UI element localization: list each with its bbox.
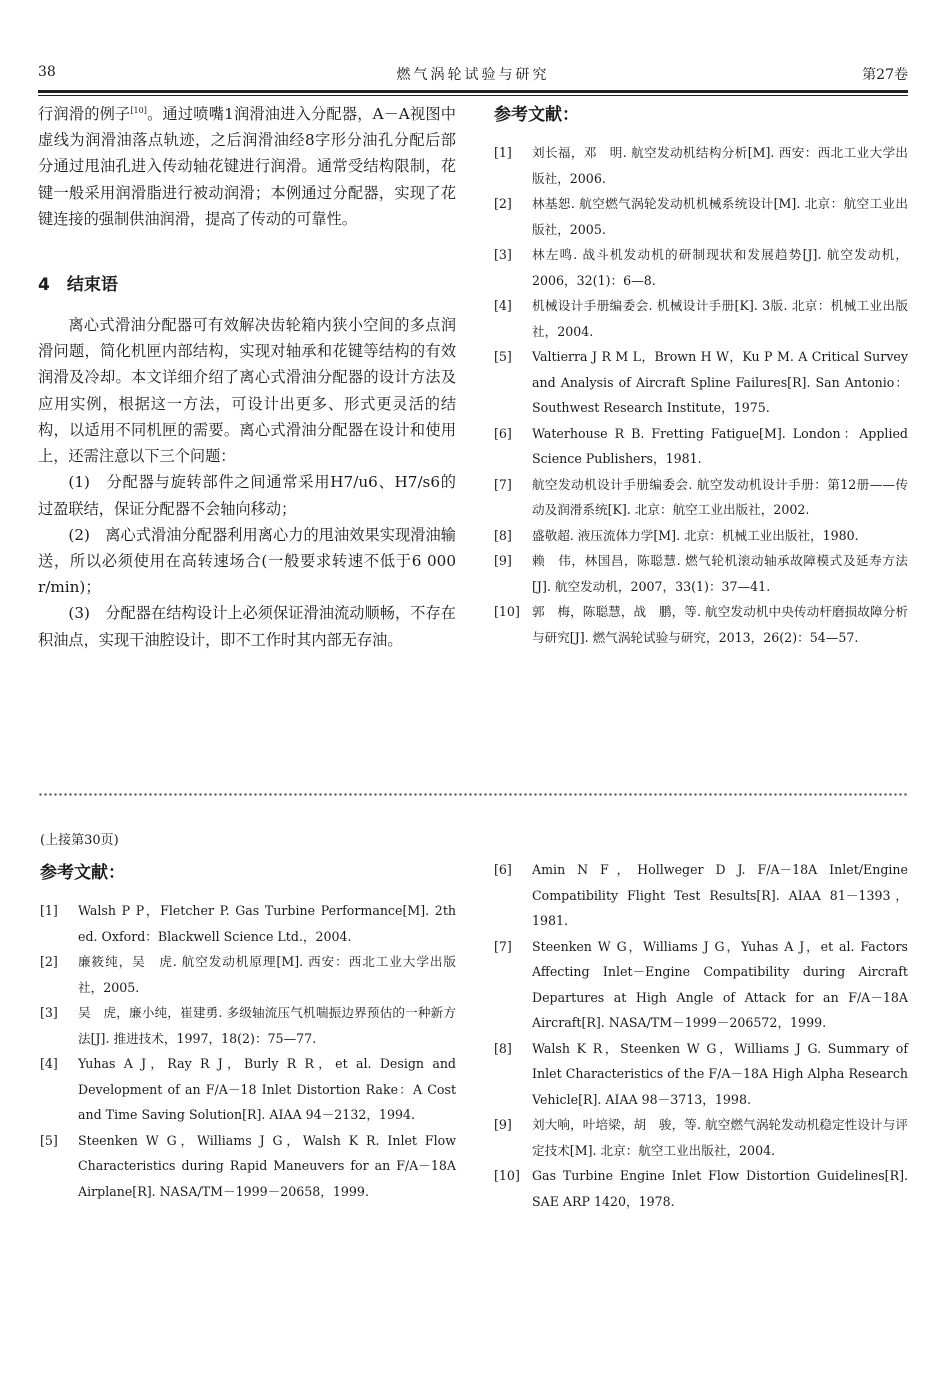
reference-item <box>494 599 908 650</box>
reference-text: Valtierra J R M L，Brown H W，Ku P M. A Critical Survey and Analysis of Aircraft Spline Failures[R]. San Antonio：Southwest Research Institute，1975. <box>532 349 908 415</box>
continued-paragraph <box>38 98 456 232</box>
citation-superscript: [10] <box>130 106 147 115</box>
reference-text: 机械设计手册编委会. 机械设计手册[K]. 3版. 北京：机械工业出版社，2004. <box>532 298 908 339</box>
reference-text: Steenken W G，Williams J G，Yuhas A J，et al. Factors Affecting Inlet－Engine Compatibility during Aircraft Departures at High Angle of Attack for an F/A－18A Aircraft[R]. NASA/TM－1999－206572，1999. <box>532 938 908 1030</box>
reference-number: [3] <box>494 247 512 262</box>
reference-item <box>494 548 908 599</box>
reference-text: Waterhouse R B. Fretting Fatigue[M]. London：Applied Science Publishers，1981. <box>532 425 908 466</box>
reference-item <box>494 523 908 549</box>
reference-item <box>40 1000 456 1051</box>
reference-number: [9] <box>494 553 512 568</box>
reference-item <box>494 421 908 472</box>
reference-number: [10] <box>494 1168 520 1183</box>
reference-item <box>494 191 908 242</box>
bottom-right-references <box>494 857 908 1214</box>
reference-number: [10] <box>494 604 520 619</box>
conclusion-item-2: (2) 离心式滑油分配器利用离心力的甩油效果实现滑油输送，所以必须使用在高转速场合(一般要求转速不低于6 000 r/min)； <box>38 525 456 597</box>
reference-list <box>40 898 456 1204</box>
header-rule-thick <box>38 90 908 93</box>
left-column <box>38 98 456 653</box>
reference-number: [5] <box>494 349 512 364</box>
reference-number: [4] <box>40 1056 58 1071</box>
reference-text: Amin N F，Hollweger D J. F/A－18A Inlet/Engine Compatibility Flight Test Results[R]. AIAA 81－1393，1981. <box>532 862 908 928</box>
reference-text: 刘长福，邓 明. 航空发动机结构分析[M]. 西安：西北工业大学出版社，2006. <box>532 145 908 186</box>
reference-item <box>494 140 908 191</box>
section-title: 4 结束语 <box>38 275 118 296</box>
volume-label: 第27卷 <box>862 67 908 83</box>
reference-item <box>494 472 908 523</box>
reference-text: 廉筱纯，吴 虎. 航空发动机原理[M]. 西安：西北工业大学出版社，2005. <box>78 954 456 995</box>
reference-number: [6] <box>494 425 512 441</box>
reference-text: Gas Turbine Engine Inlet Flow Distortion Guidelines[R]. SAE ARP 1420，1978. <box>532 1168 908 1209</box>
paragraph-text: 行润滑的例子 <box>38 105 131 124</box>
reference-number: [2] <box>494 196 512 211</box>
reference-item <box>494 934 908 1036</box>
reference-number: [1] <box>40 903 58 918</box>
references-heading: 参考文献： <box>40 863 125 883</box>
reference-item <box>40 949 456 1000</box>
reference-text: Yuhas A J，Ray R J，Burly R R，et al. Design and Development of an F/A－18 Inlet Distortion Rake：A Cost and Time Saving Solution[R]. AIAA 94－2132，1994. <box>78 1056 456 1122</box>
reference-list <box>494 140 908 650</box>
reference-text: 盛敬超. 液压流体力学[M]. 北京：机械工业出版社，1980. <box>532 527 859 543</box>
reference-text: 郭 梅，陈聪慧，战 鹏，等. 航空发动机中央传动杆磨损故障分析与研究[J]. 燃气涡轮试验与研究，2013，26(2)：54—57. <box>532 604 908 645</box>
reference-text: Walsh K R，Steenken W G，Williams J G. Summary of Inlet Characteristics of the F/A－18A High Alpha Research Vehicle[R]. AIAA 98－3713，1998. <box>532 1040 908 1107</box>
reference-list <box>494 857 908 1214</box>
reference-text: 航空发动机设计手册编委会. 航空发动机设计手册：第12册——传动及润滑系统[K]. 北京：航空工业出版社，2002. <box>532 476 908 517</box>
reference-number: [8] <box>494 1040 512 1056</box>
running-header <box>38 64 908 86</box>
reference-text: 吴 虎，廉小纯，崔建勇. 多级轴流压气机喘振边界预估的一种新方法[J]. 推进技术，1997，18(2)：75—77. <box>78 1005 456 1046</box>
reference-number: [9] <box>494 1117 512 1132</box>
reference-item <box>494 857 908 934</box>
reference-item <box>494 293 908 344</box>
reference-text: 林左鸣. 战斗机发动机的研制现状和发展趋势[J]. 航空发动机，2006，32(1)：6—8. <box>532 247 908 288</box>
reference-number: [1] <box>494 145 512 160</box>
reference-text: 刘大响，叶培梁，胡 骏，等. 航空燃气涡轮发动机稳定性设计与评定技术[M]. 北京：航空工业出版社，2004. <box>532 1117 908 1158</box>
conclusion-item-3: (3) 分配器在结构设计上必须保证滑油流动顺畅，不存在积油点，实现干油腔设计，即不工作时其内部无存油。 <box>38 604 456 649</box>
reference-text: Walsh P P，Fletcher P. Gas Turbine Performance[M]. 2th ed. Oxford：Blackwell Science Ltd.，2004. <box>78 903 456 944</box>
reference-text: 林基恕. 航空燃气涡轮发动机机械系统设计[M]. 北京：航空工业出版社，2005. <box>532 196 909 237</box>
reference-text: 赖 伟，林国昌，陈聪慧. 燃气轮机滚动轴承故障模式及延寿方法[J]. 航空发动机，2007，33(1)：37—41. <box>532 553 908 594</box>
references-heading: 参考文献： <box>494 105 579 125</box>
reference-number: [8] <box>494 527 512 543</box>
conclusion-item-1: (1) 分配器与旋转部件之间通常采用H7/u6、H7/s6的过盈联结，保证分配器不会轴向移动； <box>38 473 456 518</box>
paragraph-text: 。通过喷嘴1润滑油进入分配器，A－A视图中虚线为润滑油落点轨迹，之后润滑油经8字形分油孔分配后部分通过甩油孔进入传动轴花键进行润滑。通常受结构限制，花键一般采用润滑脂进行被动润滑；本例通过分配器，实现了花键连接的强制供油润滑，提高了传动的可靠性。 <box>38 105 456 228</box>
reference-number: [5] <box>40 1132 58 1148</box>
section-divider <box>38 792 908 798</box>
reference-item <box>40 1051 456 1128</box>
reference-item <box>40 898 456 949</box>
reference-item <box>494 1036 908 1113</box>
conclusion-paragraph: 离心式滑油分配器可有效解决齿轮箱内狭小空间的多点润滑问题，简化机匣内部结构，实现对轴承和花键等结构的有效润滑及冷却。本文详细介绍了离心式滑油分配器的设计方法及应用实例，根据这一方法，可设计出更多、形式更灵活的结构，以适用不同机匣的需要。离心式滑油分配器在设计和使用上，还需注意以下三个问题： <box>38 316 456 466</box>
reference-text: Steenken W G，Williams J G，Walsh K R. Inlet Flow Characteristics during Rapid Maneuvers for an F/A－18A Airplane[R]. NASA/TM－1999－20658，1999. <box>78 1132 456 1199</box>
reference-number: [4] <box>494 298 512 313</box>
reference-number: [2] <box>40 954 58 969</box>
reference-item <box>494 242 908 293</box>
bottom-left-references <box>40 862 456 1204</box>
continued-note: (上接第30页) <box>40 833 119 848</box>
reference-number: [6] <box>494 862 512 877</box>
reference-item <box>494 1112 908 1163</box>
header-rule-thin <box>38 95 908 96</box>
reference-item <box>494 1163 908 1214</box>
journal-title: 燃气涡轮试验与研究 <box>396 67 550 83</box>
right-column-references <box>494 104 908 650</box>
page-number: 38 <box>38 64 56 80</box>
reference-item <box>40 1128 456 1205</box>
reference-number: [7] <box>494 476 512 492</box>
reference-number: [3] <box>40 1005 58 1020</box>
reference-item <box>494 344 908 421</box>
reference-number: [7] <box>494 938 512 954</box>
